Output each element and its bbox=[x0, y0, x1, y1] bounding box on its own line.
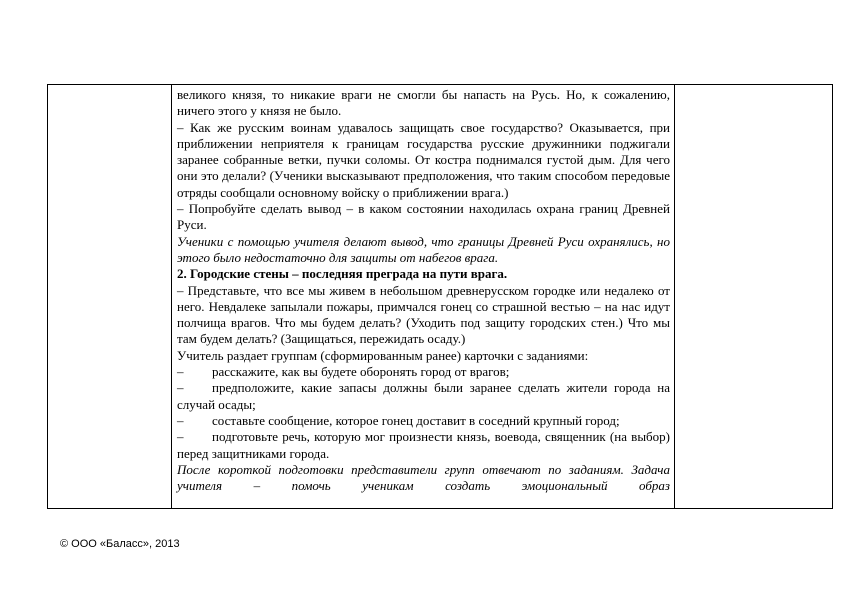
lesson-table bbox=[47, 84, 833, 509]
list-dash: – bbox=[177, 364, 184, 380]
list-item-text: расскажите, как вы будете оборонять город от врагов; bbox=[212, 364, 510, 380]
list-item-text: предположите, какие запасы должны были заранее сделать жители города на случай осады; bbox=[177, 380, 670, 412]
list-dash: – bbox=[177, 412, 184, 428]
copyright-footer: © ООО «Баласс», 2013 bbox=[60, 538, 180, 550]
table-column-right bbox=[675, 85, 832, 508]
list-dash: – bbox=[177, 380, 184, 396]
list-item-text: подготовьте речь, которую мог произнести князь, воевода, священник (на выбор) перед защитниками города. bbox=[177, 429, 670, 461]
paragraph-conclusion-prompt: – Попробуйте сделать вывод – в каком состоянии находилась охрана границ Древней Руси. bbox=[177, 201, 670, 233]
list-dash: – bbox=[177, 429, 184, 445]
list-item-text: составьте сообщение, которое гонец доставит в соседний крупный город; bbox=[212, 412, 620, 428]
list-item bbox=[177, 364, 670, 380]
paragraph-closing: После короткой подготовки представители групп отвечают по заданиям. Задача учителя – помочь ученикам создать эмоциональный образ bbox=[177, 461, 670, 494]
table-column-left bbox=[48, 85, 172, 508]
list-item bbox=[177, 380, 670, 413]
section-heading: 2. Городские стены – последняя преграда на пути врага. bbox=[177, 266, 508, 282]
paragraph-conclusion-italic: Ученики с помощью учителя делают вывод, что границы Древней Руси охранялись, но этого было недостаточно для защиты от набегов врага. bbox=[177, 233, 670, 265]
list-item bbox=[177, 429, 670, 462]
list-item bbox=[177, 413, 670, 429]
paragraph-intro: великого князя, то никакие враги не смогли бы напасть на Русь. Но, к сожалению, ничего этого у князя не было. bbox=[177, 87, 670, 119]
table-column-content bbox=[172, 85, 675, 508]
paragraph-teacher-cards: Учитель раздает группам (сформированным ранее) карточки с заданиями: bbox=[177, 347, 589, 363]
paragraph-question-defense: – Как же русским воинам удавалось защищать свое государство? Оказывается, при приближении неприятеля к границам государства русские дружинники поджигали заранее собранные ветки, пучки соломы. От костра поднимался густой дым. Для чего они это делали? (Ученики высказывают предположения, что таким способом передовые отряды сообщали основному войску о приближении врага.) bbox=[177, 119, 670, 200]
paragraph-imagine: – Представьте, что все мы живем в небольшом древнерусском городке или недалеко от него. Невдалеке запылали пожары, примчался гонец со страшной вестью – на нас идут полчища врагов. Что мы будем делать? (Уходить под защиту городских стен.) Что мы там будем делать? (Защищаться, пережидать осаду.) bbox=[177, 282, 670, 347]
